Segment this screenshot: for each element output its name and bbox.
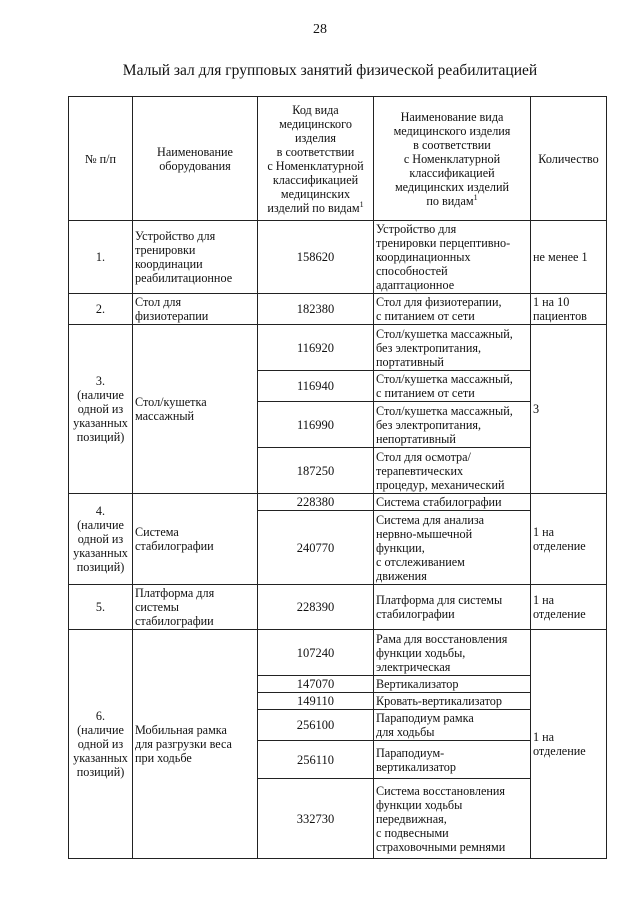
table-row (69, 221, 607, 294)
row-item-name: Стол/кушетка массажный, без электропитания, непортативный (374, 402, 531, 448)
header-code-text: Код вида медицинского изделия в соответствии с Номенклатурной классификацией медицинских изделий по видам (267, 102, 364, 215)
row-num: 1. (69, 221, 133, 294)
row-equipment: Устройство для тренировки координации реабилитационное (133, 221, 258, 294)
row-code: 228380 (258, 494, 374, 511)
row-qty: 3 (531, 325, 607, 494)
row-item-name: Вертикализатор (374, 676, 531, 693)
row-code: 107240 (258, 630, 374, 676)
row-num: 6. (наличие одной из указанных позиций) (69, 630, 133, 859)
row-equipment: Стол/кушетка массажный (133, 325, 258, 494)
row-qty: 1 на 10 пациентов (531, 294, 607, 325)
row-code: 149110 (258, 693, 374, 710)
row-item-name: Параподиум- вертикализатор (374, 741, 531, 779)
row-item-name: Устройство для тренировки перцептивно- координационных способностей адаптационное (374, 221, 531, 294)
header-code-footnote: 1 (359, 199, 364, 209)
row-qty: не менее 1 (531, 221, 607, 294)
row-equipment: Стол для физиотерапии (133, 294, 258, 325)
row-item-name: Рама для восстановления функции ходьбы, электрическая (374, 630, 531, 676)
row-code: 116940 (258, 371, 374, 402)
table-row (69, 585, 607, 630)
row-equipment: Система стабилографии (133, 494, 258, 585)
row-item-name: Стол для осмотра/ терапевтических процедур, механический (374, 448, 531, 494)
header-code (258, 97, 374, 221)
header-row (69, 97, 607, 221)
row-code: 116920 (258, 325, 374, 371)
row-code: 228390 (258, 585, 374, 630)
header-name-footnote: 1 (473, 192, 478, 202)
table-row (69, 494, 607, 511)
row-code: 332730 (258, 779, 374, 859)
row-qty: 1 на отделение (531, 494, 607, 585)
row-qty: 1 на отделение (531, 630, 607, 859)
row-code: 240770 (258, 511, 374, 585)
row-item-name: Система восстановления функции ходьбы передвижная, с подвесными страховочными ремнями (374, 779, 531, 859)
row-item-name: Стол/кушетка массажный, без электропитания, портативный (374, 325, 531, 371)
table-row (69, 630, 607, 676)
row-code: 256100 (258, 710, 374, 741)
header-name-text: Наименование вида медицинского изделия в соответствии с Номенклатурной классификацией медицинских изделий по видам (393, 109, 511, 208)
row-equipment: Платформа для системы стабилографии (133, 585, 258, 630)
row-num: 2. (69, 294, 133, 325)
row-item-name: Стол/кушетка массажный, с питанием от сети (374, 371, 531, 402)
row-item-name: Система для анализа нервно-мышечной функции, с отслеживанием движения (374, 511, 531, 585)
row-code: 158620 (258, 221, 374, 294)
row-qty: 1 на отделение (531, 585, 607, 630)
row-num: 3. (наличие одной из указанных позиций) (69, 325, 133, 494)
row-num: 5. (69, 585, 133, 630)
table-row (69, 325, 607, 371)
row-code: 116990 (258, 402, 374, 448)
row-code: 187250 (258, 448, 374, 494)
equipment-table (68, 96, 607, 859)
header-equipment: Наименование оборудования (133, 97, 258, 221)
document-title: Малый зал для групповых занятий физической реабилитацией (122, 62, 538, 79)
header-num: № п/п (69, 97, 133, 221)
row-item-name: Платформа для системы стабилографии (374, 585, 531, 630)
row-code: 256110 (258, 741, 374, 779)
row-code: 147070 (258, 676, 374, 693)
row-item-name: Система стабилографии (374, 494, 531, 511)
row-item-name: Кровать-вертикализатор (374, 693, 531, 710)
table-row (69, 294, 607, 325)
row-item-name: Парaподиум рамка для ходьбы (374, 710, 531, 741)
page-number: 28 (313, 22, 327, 37)
row-num: 4. (наличие одной из указанных позиций) (69, 494, 133, 585)
header-qty: Количество (531, 97, 607, 221)
row-code: 182380 (258, 294, 374, 325)
header-name (374, 97, 531, 221)
row-item-name: Стол для физиотерапии, с питанием от сети (374, 294, 531, 325)
row-equipment: Мобильная рамка для разгрузки веса при ходьбе (133, 630, 258, 859)
